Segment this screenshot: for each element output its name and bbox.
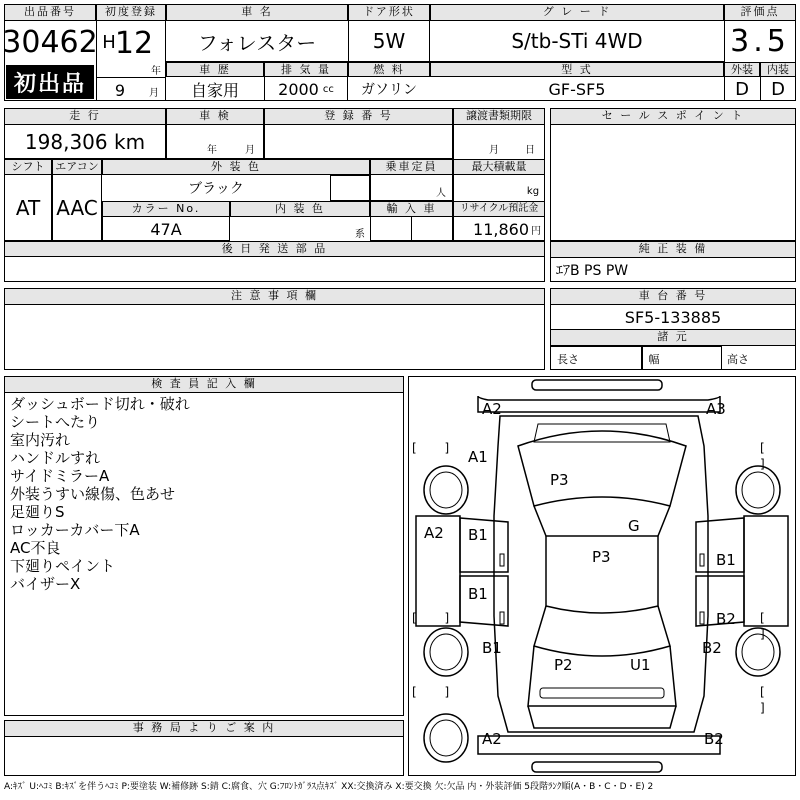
car-name-label: 車 名 — [166, 4, 348, 21]
office-label: 事 務 局 よ り ご 案 内 — [4, 720, 404, 737]
color-no: 47A — [150, 219, 182, 239]
code-hood: P3 — [550, 471, 569, 489]
code-hood-left: A1 — [468, 448, 488, 466]
month-unit: 月 — [149, 87, 159, 99]
code-roof: P3 — [592, 548, 611, 566]
model: GF-SF5 — [548, 79, 606, 99]
grade-label: グ レ ー ド — [430, 4, 724, 21]
equipment: ｴｱB PS PW — [556, 263, 629, 279]
height-label: 高さ — [727, 353, 749, 366]
code-right-rear-fender: B2 — [702, 639, 722, 657]
interior-score: D — [771, 78, 785, 100]
code-rear-right: B2 — [704, 730, 724, 748]
first-reg-label: 初度登録 — [96, 4, 166, 21]
code-front-right: A3 — [706, 400, 726, 418]
recycle-unit: 円 — [531, 225, 541, 237]
ext-color-label: 外 装 色 — [102, 159, 370, 175]
note-item: ダッシュボード切れ・破れ — [10, 395, 190, 413]
model-label: 型 式 — [430, 62, 724, 77]
recycle-label: リサイクル預託金 — [453, 201, 545, 217]
exterior-score: D — [735, 78, 749, 100]
grade: S/tb-STi 4WD — [511, 29, 643, 53]
code-right-rear-door: B2 — [716, 610, 736, 628]
code-left-front-door: B1 — [468, 526, 488, 544]
chassis-number: SF5-133885 — [624, 307, 722, 327]
code-tailgate-right: U1 — [630, 656, 651, 674]
aircon: AAC — [56, 196, 98, 220]
chassis-label: 車 台 番 号 — [550, 288, 796, 305]
history: 自家用 — [190, 80, 239, 100]
color-no-label: カラー No. — [102, 201, 230, 217]
code-left-rear-fender: B1 — [482, 639, 502, 657]
code-front-left: A2 — [482, 400, 502, 418]
bracket-left-front: [ ] — [412, 441, 462, 455]
import-label: 輸 入 車 — [370, 201, 453, 217]
specs-label: 諸 元 — [550, 329, 796, 346]
lot-number: 30462 — [2, 24, 98, 60]
capacity-label: 乗車定員 — [370, 159, 453, 175]
bracket-right-rear: [ ] — [760, 685, 777, 715]
note-item: ロッカーカバー下A — [10, 521, 140, 539]
note-item: バイザーX — [10, 575, 81, 593]
bracket-right-front: [ ] — [760, 441, 777, 471]
shift-label: シフト — [4, 159, 52, 175]
score: 3.5 — [730, 23, 790, 59]
inspection-year: 年 — [207, 144, 217, 156]
capacity-unit: 人 — [436, 187, 446, 199]
reg-year: 12 — [114, 25, 154, 61]
load-unit: kg — [526, 185, 540, 197]
shift: AT — [15, 196, 41, 220]
int-color-unit: 系 — [355, 228, 365, 240]
inspector-notes — [10, 395, 400, 593]
first-listing-badge: 初出品 — [6, 65, 94, 99]
legend: A:ｷｽﾞ U:ﾍｺﾐ B:ｷｽﾞを伴うﾍｺﾐ P:要塗装 W:補修跡 S:錆 C:腐食、穴 G:ﾌﾛﾝﾄｶﾞﾗｽ点ｷｽﾞ XX:交換済み X:要交換 欠:欠品 内・外装評価 5段階ﾗﾝｸ順(A・B・C・D・E) 2 — [4, 782, 654, 792]
transfer-month: 月 — [489, 144, 499, 156]
code-rear-left: A2 — [482, 730, 502, 748]
bracket-right-mid: [ ] — [760, 611, 777, 641]
equipment-label: 純 正 装 備 — [550, 241, 796, 258]
score-label: 評価点 — [724, 4, 796, 21]
later-parts-label: 後 日 発 送 部 品 — [4, 241, 545, 257]
car-diagram-drawing — [408, 376, 796, 776]
inspection-month: 月 — [245, 144, 255, 156]
length-label: 長さ — [557, 353, 579, 366]
caution-label: 注 意 事 項 欄 — [4, 288, 545, 305]
aircon-label: エアコン — [52, 159, 102, 175]
displacement-value: 2000 — [278, 79, 319, 99]
note-item: ハンドルすれ — [10, 449, 101, 467]
car-name: フォレスター — [197, 30, 317, 55]
history-label: 車 歴 — [166, 62, 264, 77]
door-label: ドア形状 — [348, 4, 430, 21]
transfer-day: 日 — [525, 144, 535, 156]
note-item: シートへたり — [10, 413, 101, 431]
reg-month: 9 — [114, 80, 126, 100]
lot-label: 出品番号 — [4, 4, 96, 21]
door-type: 5W — [372, 29, 406, 53]
code-right-front-door: B1 — [716, 551, 736, 569]
exterior-label: 外装 — [724, 62, 760, 77]
recycle-value: 11,860 — [473, 219, 529, 239]
displacement — [264, 78, 348, 100]
displacement-unit: cc — [322, 83, 334, 95]
bracket-left-mid: [ ] — [412, 611, 462, 625]
code-left-rear-door: B1 — [468, 585, 488, 603]
fuel: ガソリン — [361, 82, 417, 98]
sales-point-box — [550, 108, 796, 241]
load-label: 最大積載量 — [453, 159, 545, 175]
width-label: 幅 — [648, 353, 660, 366]
int-color-label: 内 装 色 — [230, 201, 370, 217]
year-unit: 年 — [151, 65, 161, 77]
note-item: 足廻りS — [10, 503, 65, 521]
note-item: 外装うすい線傷、色あせ — [10, 485, 176, 503]
displacement-label: 排 気 量 — [264, 62, 348, 77]
bracket-left-rear: [ ] — [412, 685, 462, 699]
fuel-label: 燃 料 — [348, 62, 430, 77]
code-windshield: G — [628, 517, 640, 535]
note-item: 室内汚れ — [10, 431, 71, 449]
note-item: 下廻りペイント — [10, 557, 116, 575]
ext-color: ブラック — [188, 181, 244, 197]
code-tailgate-left: P2 — [554, 656, 573, 674]
era: H — [102, 31, 116, 53]
reg-number-label: 登 録 番 号 — [264, 108, 453, 125]
transfer-label: 譲渡書類期限 — [453, 108, 545, 125]
code-left-fender: A2 — [424, 524, 444, 542]
note-item: AC不良 — [10, 539, 61, 557]
mileage: 198,306 km — [24, 130, 146, 154]
note-item: サイドミラーA — [10, 467, 110, 485]
inspector-label: 検 査 員 記 入 欄 — [4, 376, 404, 393]
mileage-label: 走 行 — [4, 108, 166, 125]
sales-point-label: セ ー ル ス ポ イ ン ト — [550, 108, 796, 125]
inspection-label: 車 検 — [166, 108, 264, 125]
interior-label: 内装 — [760, 62, 796, 77]
